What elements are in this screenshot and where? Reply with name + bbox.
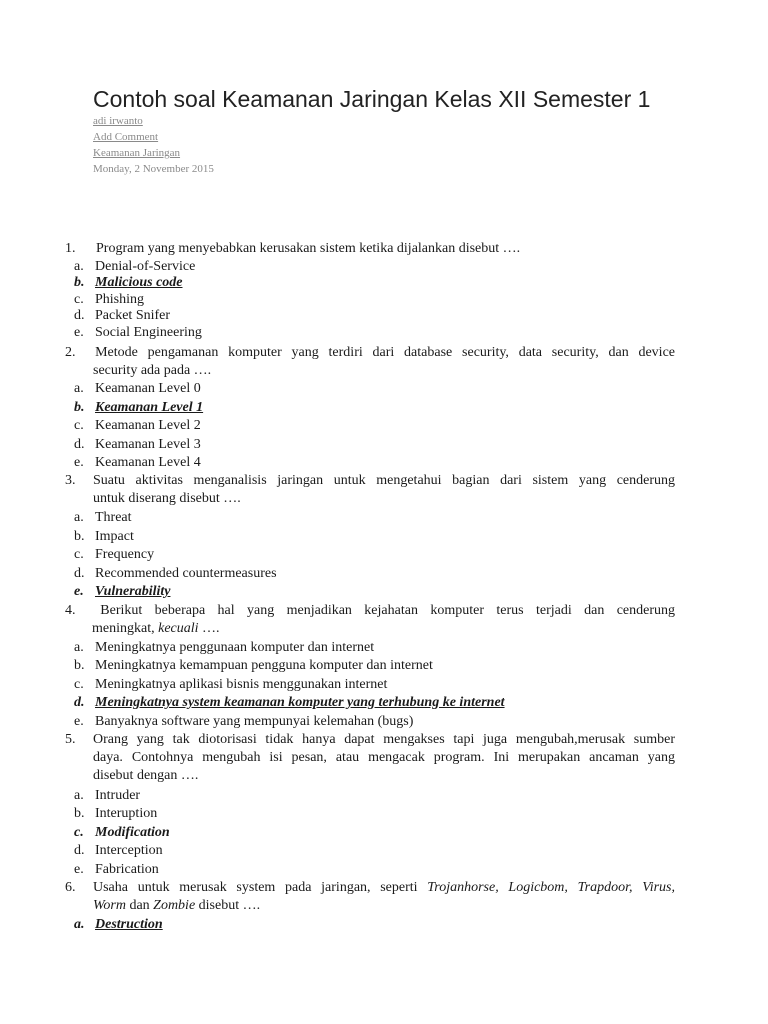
option-4b[interactable]: b. Meningkatnya kemampuan pengguna komputer dan internet	[74, 658, 433, 673]
page-title: Contoh soal Keamanan Jaringan Kelas XII Semester 1	[93, 86, 651, 112]
option-5c-answer[interactable]: c. Modification	[74, 825, 170, 840]
option-1d[interactable]: d. Packet Snifer	[74, 308, 171, 323]
question-number: 5.	[65, 732, 76, 747]
question-number: 3.	[65, 473, 76, 488]
option-4a[interactable]: a. Meningkatnya penggunaan komputer dan internet	[74, 640, 375, 655]
question-4	[65, 603, 675, 637]
option-3a[interactable]: a. Threat	[74, 510, 132, 525]
author-link[interactable]: adi irwanto	[93, 115, 143, 127]
question-text-line2: security ada pada ….	[93, 363, 212, 378]
option-4e[interactable]: e. Banyaknya software yang mempunyai kelemahan (bugs)	[74, 714, 414, 729]
option-2a[interactable]: a. Keamanan Level 0	[74, 381, 201, 396]
question-text-line2: daya. Contohnya mengubah isi pesan, atau mengacak program. Ini merupakan ancaman yang	[93, 750, 675, 765]
option-3b[interactable]: b. Impact	[74, 529, 134, 544]
question-text-line3: disebut dengan ….	[93, 768, 199, 783]
option-5d[interactable]: d. Interception	[74, 843, 163, 858]
question-2	[65, 345, 675, 379]
question-6: 6. Usaha untuk merusak system pada jaringan, seperti Trojanhorse, Logicbom, Trapdoor, Virus, Worm dan Zombie disebut ….	[65, 880, 675, 913]
question-text-line2: meningkat, kecuali ….	[92, 621, 220, 636]
question-3	[65, 473, 675, 507]
question-number: 2.	[65, 345, 76, 360]
question-text: Program yang menyebabkan kerusakan sistem ketika dijalankan disebut ….	[96, 241, 521, 256]
question-text-line2: untuk diserang disebut ….	[93, 491, 241, 506]
option-2c[interactable]: c. Keamanan Level 2	[74, 418, 201, 433]
question-number: 4.	[65, 603, 76, 618]
option-5b[interactable]: b. Interuption	[74, 806, 158, 821]
option-5a[interactable]: a. Intruder	[74, 788, 141, 803]
option-3e-answer[interactable]: e. Vulnerability	[74, 584, 171, 599]
option-1a[interactable]: a. Denial-of-Service	[74, 259, 196, 274]
question-text-line1: Berikut beberapa hal yang menjadikan kejahatan komputer terus terjadi dan cenderung	[100, 603, 675, 618]
option-4d-answer[interactable]: d. Meningkatnya system keamanan komputer yang terhubung ke internet	[74, 695, 505, 710]
option-1b-answer[interactable]: b. Malicious code	[74, 275, 183, 290]
question-number: 1.	[65, 241, 76, 256]
option-2d[interactable]: d. Keamanan Level 3	[74, 437, 201, 452]
category-link[interactable]: Keamanan Jaringan	[93, 147, 181, 159]
question-text-line2: Worm dan Zombie disebut ….	[93, 898, 261, 913]
option-2e[interactable]: e. Keamanan Level 4	[74, 455, 201, 470]
post-date: Monday, 2 November 2015	[93, 163, 214, 175]
option-3d[interactable]: d. Recommended countermeasures	[74, 566, 277, 581]
add-comment-link[interactable]: Add Comment	[93, 131, 159, 143]
question-number: 6.	[65, 880, 76, 895]
option-2b-answer[interactable]: b. Keamanan Level 1	[74, 400, 204, 415]
question-text-line1: Metode pengamanan komputer yang terdiri dari database security, data security, dan device	[95, 345, 676, 360]
question-5	[65, 732, 675, 784]
option-1c[interactable]: c. Phishing	[74, 292, 145, 307]
option-6a-answer[interactable]: a. Destruction	[74, 917, 163, 932]
question-text-line1: Orang yang tak diotorisasi tidak hanya dapat mengakses tapi juga mengubah,merusak sumber	[93, 732, 675, 747]
question-1	[65, 241, 675, 257]
option-5e[interactable]: e. Fabrication	[74, 862, 159, 877]
option-4c[interactable]: c. Meningkatnya aplikasi bisnis menggunakan internet	[74, 677, 388, 692]
option-3c[interactable]: c. Frequency	[74, 547, 155, 562]
option-1e[interactable]: e. Social Engineering	[74, 325, 202, 340]
question-text-line1: Suatu aktivitas menganalisis jaringan untuk mengetahui bagian dari sistem yang cenderung	[93, 473, 675, 488]
